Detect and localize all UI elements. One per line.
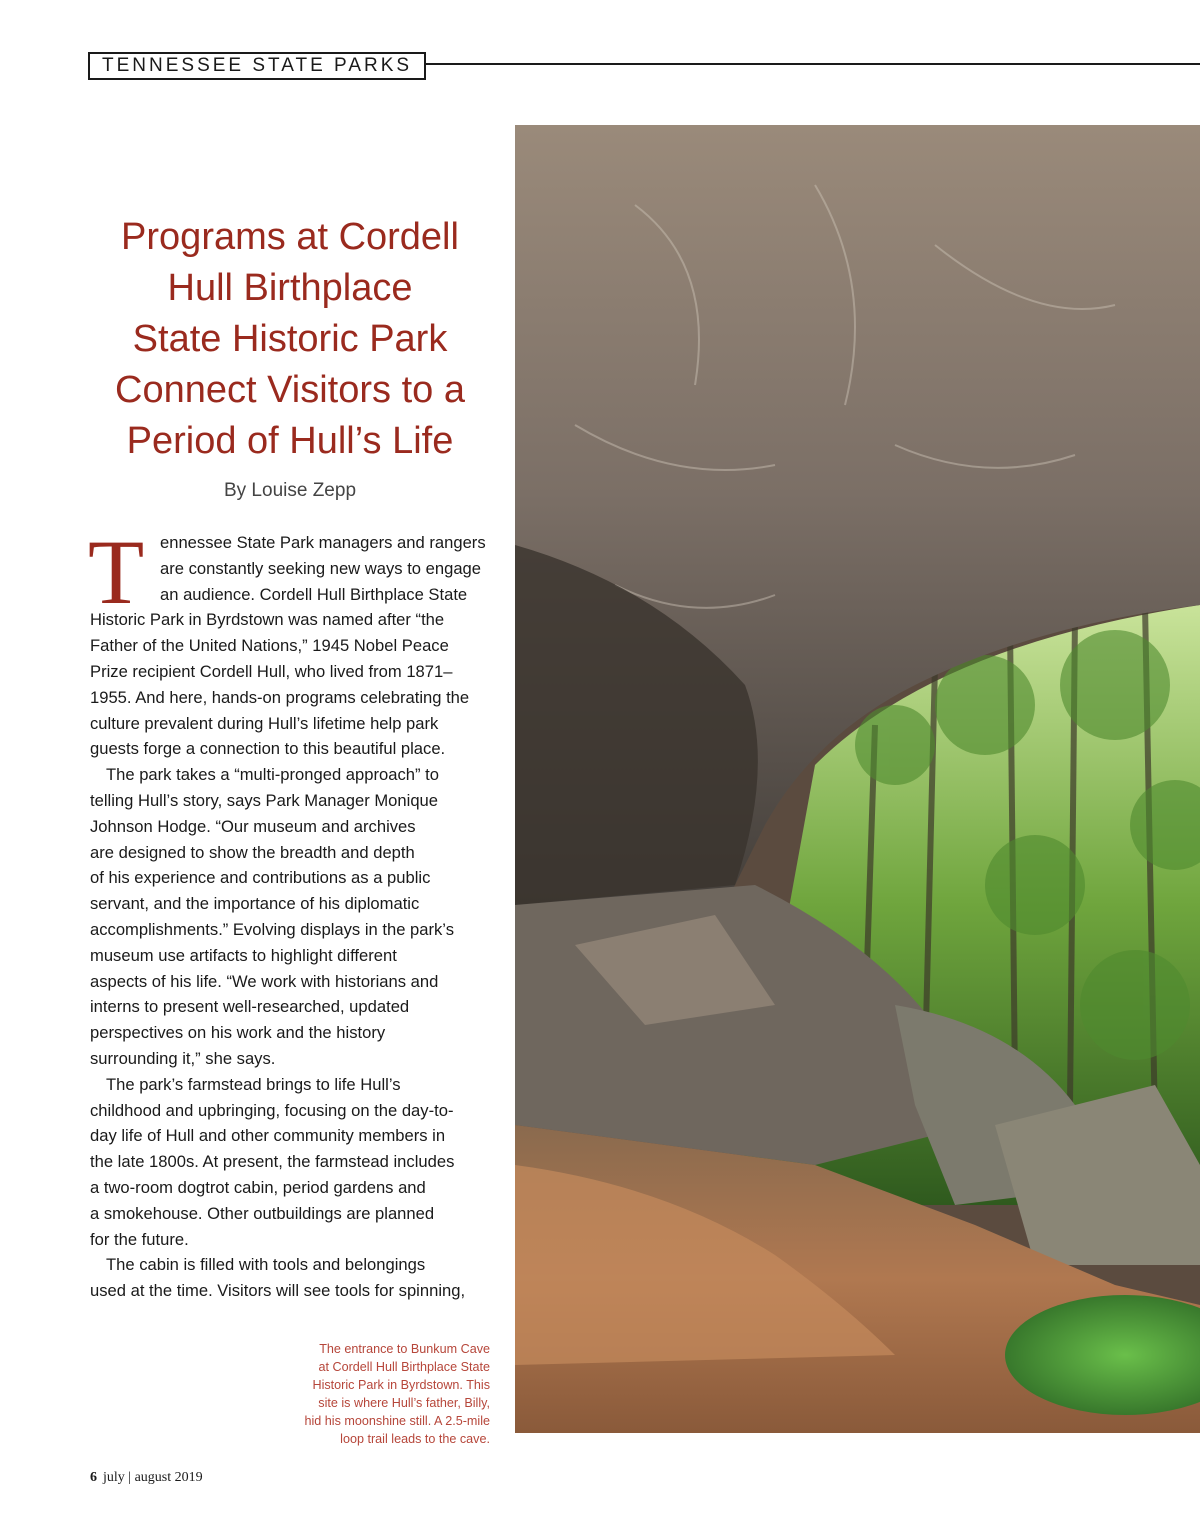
page-number: 6: [90, 1470, 97, 1485]
article-line: surrounding it,” she says.: [90, 1048, 276, 1068]
headline-line: Programs at Cordell: [121, 216, 459, 258]
section-label-text: TENNESSEE STATE PARKS: [102, 55, 413, 76]
headline-line: Connect Visitors to a: [115, 369, 465, 411]
byline: By Louise Zepp: [223, 480, 357, 501]
article-line: for the future.: [90, 1229, 189, 1249]
article-body: [88, 521, 492, 1304]
cave-photo-illustration: [515, 125, 1200, 1433]
article-line: guests forge a connection to this beautiful place.: [90, 739, 446, 759]
article-line: used at the time. Visitors will see tools for spinning,: [90, 1281, 466, 1301]
drop-cap: T: [88, 521, 145, 623]
article-line: childhood and upbringing, focusing on the day-to-: [90, 1100, 454, 1120]
caption-line: The entrance to Bunkum Cave: [319, 1342, 490, 1356]
article-line: are designed to show the breadth and depth: [90, 842, 415, 862]
article-line: accomplishments.” Evolving displays in the park’s: [90, 919, 454, 939]
article-line: Historic Park in Byrdstown was named after “the: [90, 610, 445, 630]
article-line: 1955. And here, hands-on programs celebrating the: [90, 687, 470, 707]
article-line: interns to present well-researched, updated: [90, 997, 410, 1017]
article-line: a smokehouse. Other outbuildings are planned: [90, 1203, 435, 1223]
article-line: Father of the United Nations,” 1945 Nobel Peace: [90, 636, 449, 656]
caption-line: at Cordell Hull Birthplace State: [318, 1360, 490, 1374]
article-line: telling Hull’s story, says Park Manager Monique: [90, 790, 439, 810]
article-line: museum use artifacts to highlight different: [90, 945, 397, 965]
article-line: are constantly seeking new ways to engage: [160, 558, 482, 578]
article-line: ennessee State Park managers and rangers: [160, 533, 486, 552]
article-line: perspectives on his work and the history: [90, 1023, 386, 1043]
headline-line: Period of Hull’s Life: [126, 420, 454, 462]
article-line: of his experience and contributions as a public: [90, 868, 431, 888]
article-line: aspects of his life. “We work with historians and: [90, 971, 439, 991]
caption-line: hid his moonshine still. A 2.5-mile: [304, 1414, 490, 1428]
caption-line: Historic Park in Byrdstown. This: [312, 1378, 490, 1392]
article-line: day life of Hull and other community members in: [90, 1126, 446, 1146]
article-line: servant, and the importance of his diplomatic: [90, 894, 420, 914]
caption-line: loop trail leads to the cave.: [340, 1432, 490, 1446]
article-line: The park’s farmstead brings to life Hull’s: [106, 1074, 401, 1094]
article-line: The cabin is filled with tools and belongings: [106, 1255, 426, 1275]
article-headline: [80, 212, 500, 467]
page-footer: [90, 1470, 203, 1486]
article-line: Prize recipient Cordell Hull, who lived from 1871–: [90, 661, 453, 681]
issue-date: july | august 2019: [103, 1470, 203, 1485]
article-line: the late 1800s. At present, the farmstead includes: [90, 1152, 455, 1172]
article-line: a two-room dogtrot cabin, period gardens and: [90, 1177, 426, 1197]
article-line: Johnson Hodge. “Our museum and archives: [90, 816, 416, 836]
headline-line: Hull Birthplace: [167, 267, 413, 309]
article-line: an audience. Cordell Hull Birthplace State: [160, 584, 468, 604]
headline-line: State Historic Park: [132, 318, 448, 360]
photo-caption: [250, 1340, 490, 1448]
article-line: The park takes a “multi-pronged approach” to: [106, 765, 439, 785]
caption-line: site is where Hull’s father, Billy,: [318, 1396, 490, 1410]
section-label: [88, 52, 426, 80]
header-rule: [418, 63, 1200, 65]
cave-photo: [515, 125, 1200, 1433]
article-line: culture prevalent during Hull’s lifetime help park: [90, 713, 439, 733]
